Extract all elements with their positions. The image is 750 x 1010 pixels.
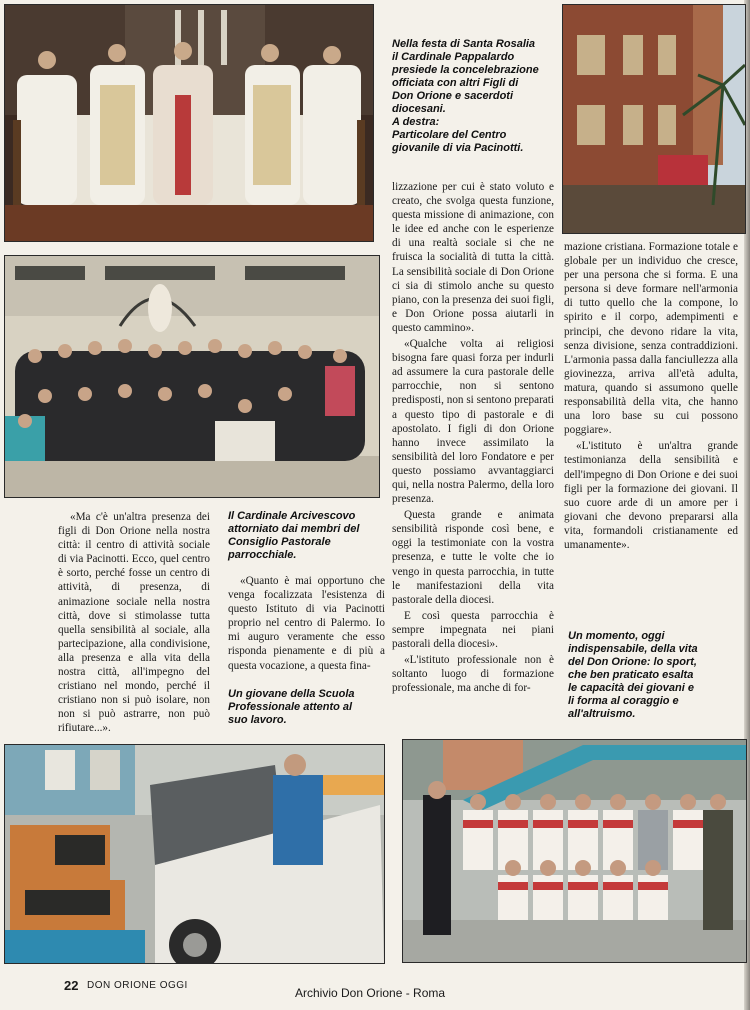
- caption-pastoral-council: [228, 510, 388, 562]
- article-paragraph: Questa grande e animata sensibilità risponde così bene, e oggi la testimoniate con la vostra presenza, e tutte le volte che io vengo in questa parrocchia, in tutte le manifestazioni della vita pastorale della diocesi.: [392, 509, 554, 606]
- caption-line: Nella festa di Santa Rosalia: [392, 38, 536, 50]
- caption-line: diocesani.: [392, 103, 446, 115]
- caption-line: officiata con altri Figli di: [392, 77, 519, 89]
- caption-line: presiede la concelebrazione: [392, 64, 539, 76]
- caption-concelebration: [392, 38, 557, 155]
- article-column-3: [392, 180, 554, 697]
- caption-line: indispensabile, della vita: [568, 643, 698, 655]
- caption-line: attorniato dai membri del: [228, 523, 360, 535]
- caption-line: Professionale attento al: [228, 701, 353, 713]
- caption-line: li forma al coraggio e: [568, 695, 679, 707]
- article-paragraph: «Quanto è mai opportuno che venga focalizzata l'esistenza di questo Istituto di via Pacinotti proprio nel centro di Palermo. Io mi auguro veramente che esso risponda pienamente e di più a questa vocazione, a questa fina-: [228, 575, 385, 672]
- article-paragraph: mazione cristiana. Formazione totale e globale per un individuo che cresce, per una persona che si forma. E una persona si deve formare nell'armonia di tutto quello che la compone, lo spirito e il corpo, adempimenti e principi, che devono ridare la vita, senza divisione, senza contraddizioni. L'armonia passa dalla fanciullezza alla giovinezza, arriva all'età adulta, matura, quando si assumono quelle responsabilità della vita, che hanno una loro base su cui possono poggiare».: [564, 241, 738, 437]
- caption-line: del Don Orione: lo sport,: [568, 656, 697, 668]
- article-paragraph: «Ma c'è un'altra presenza dei figli di Don Orione nella nostra città: il centro di attività sociale di via Pacinotti. Ecco, quel centro è sorto, perché fosse un centro di attività, di presenza, di animazione sociale nella nostra città, dove si stimolasse tutta quella sensibilità al sociale, alla partecipazione, alla condivisione, alla presenza e alla vita della nostra città, all'impegno del cristiano nel mondo, perché il cristiano non si può isolare, non non si può astrarre, non può rifiutare...».: [58, 511, 210, 735]
- caption-line: le capacità dei giovani e: [568, 682, 694, 694]
- article-paragraph: «L'istituto professionale non è soltanto luogo di formazione professionale, ma anche di for-: [392, 654, 554, 695]
- photo-youth-centre: [562, 4, 746, 234]
- article-paragraph: E così questa parrocchia è sempre impegnata nei piani pastorali della diocesi».: [392, 609, 554, 650]
- caption-line: Consiglio Pastorale: [228, 536, 331, 548]
- magazine-title: DON ORIONE OGGI: [87, 980, 188, 991]
- caption-line: Don Orione e sacerdoti: [392, 90, 514, 102]
- caption-line: Un giovane della Scuola: [228, 688, 355, 700]
- caption-line: Il Cardinale Arcivescovo: [228, 510, 356, 522]
- photo-pastoral-council: [4, 255, 380, 498]
- photo-football-team: [402, 739, 747, 963]
- caption-line: suo lavoro.: [228, 714, 287, 726]
- article-column-1: [58, 510, 210, 738]
- photo-student-workshop: [4, 744, 385, 964]
- photo-concelebration: [4, 4, 374, 242]
- caption-line: giovanile di via Pacinotti.: [392, 142, 524, 154]
- caption-line: che ben praticato esalta: [568, 669, 694, 681]
- article-paragraph: «L'istituto è un'altra grande testimonianza della sensibilità e dell'impegno di Don Orione e dei suoi figli per la formazione dei giovani. Il suo cuore arde di un amore per i giovani che devono prepararsi alla vita, formandoli cristianamente ed umanamente».: [564, 440, 738, 551]
- caption-line: A destra:: [392, 116, 440, 128]
- archive-label: Archivio Don Orione - Roma: [295, 986, 446, 1000]
- caption-line: all'altruismo.: [568, 708, 636, 720]
- article-paragraph: lizzazione per cui è stato voluto e creato, che svolga questa funzione, questa missione di animazione, con le idee ed anche con le esperienze di una realtà sociale si che ne fruisca la socialità di tutta la città. La sensibilità sociale di Don Orione ci sia di stimolo anche su questo piano, con la presenza dei suoi figli, e Don Orione possa aiutarli in questo cammino».: [392, 181, 554, 334]
- caption-line: il Cardinale Pappalardo: [392, 51, 515, 63]
- article-paragraph: «Qualche volta ai religiosi bisogna fare quasi forza per indurli ad assumere la cura pastorale delle parrocchie, non si sentono predisposti, non si sentono preparati a questo tipo di pastorale e di apostolato. I figli di don Orione hanno invece assimilato la sensibilità del loro Fondatore e per questo possiamo avvantaggiarci qui, nella nostra Palermo, della loro presenza.: [392, 338, 554, 506]
- page-number: 22: [64, 978, 79, 993]
- caption-sport: [568, 630, 738, 721]
- caption-student: [228, 688, 388, 727]
- article-column-2: [228, 574, 385, 675]
- caption-line: Particolare del Centro: [392, 129, 507, 141]
- caption-line: Un momento, oggi: [568, 630, 665, 642]
- caption-line: parrocchiale.: [228, 549, 297, 561]
- article-column-4: [564, 240, 738, 554]
